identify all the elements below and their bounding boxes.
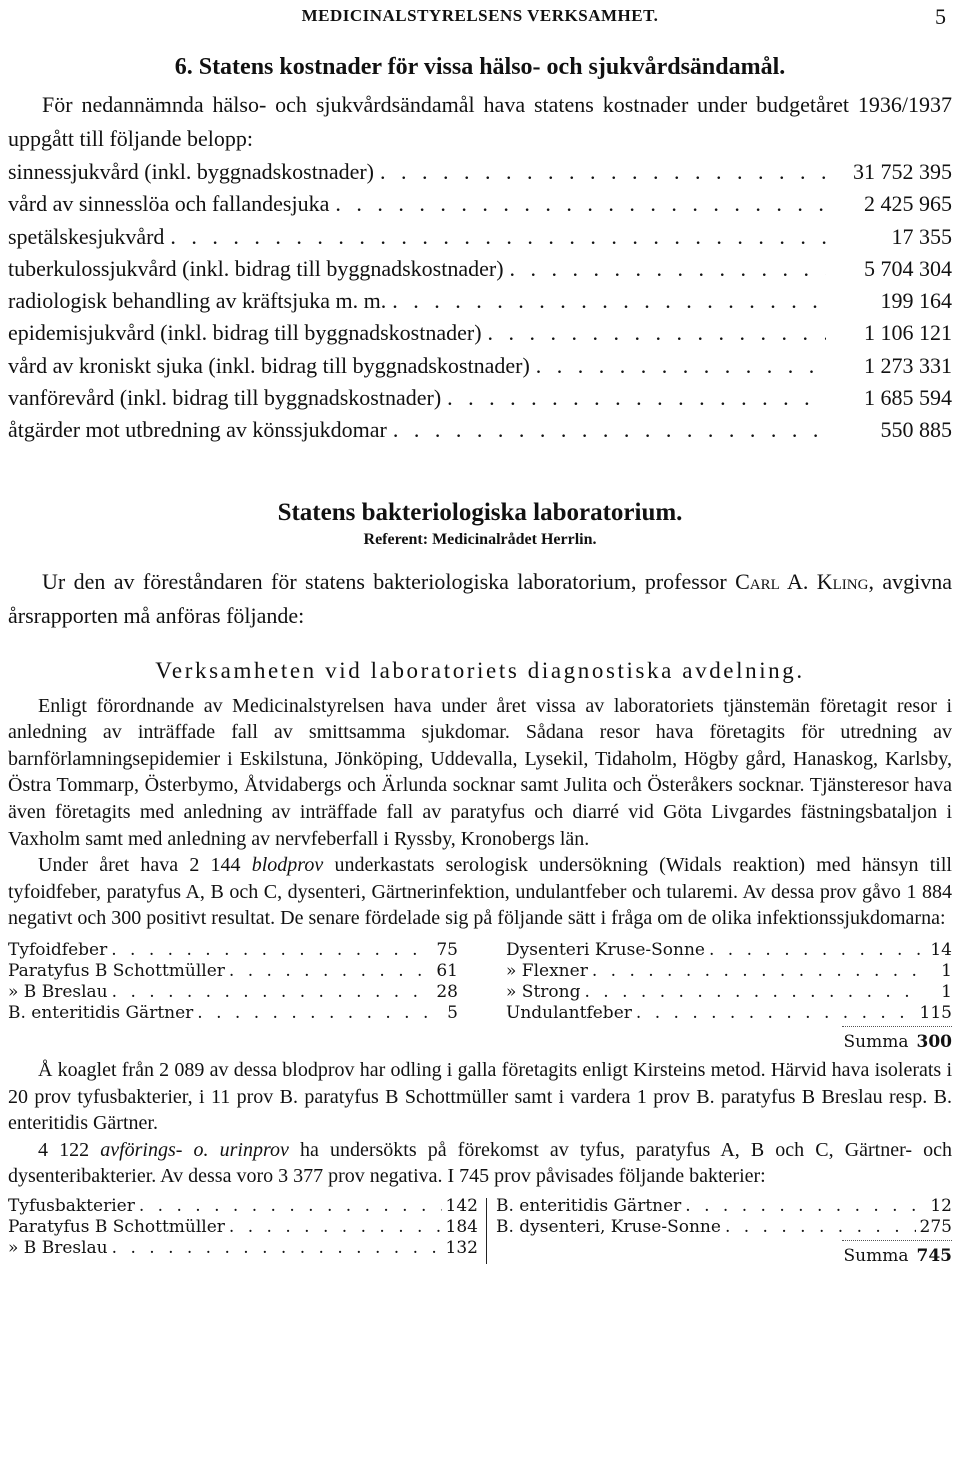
- cost-amount: 199 164: [880, 288, 952, 314]
- table-row: » B Breslau . . . 28: [8, 982, 458, 1003]
- cost-row: [8, 414, 952, 446]
- table-row: Paratyfus B Schottmüller . . . 61: [8, 961, 458, 982]
- running-title: MEDICINALSTYRELSENS VERKSAMHET.: [301, 6, 659, 25]
- table-row: Dysenteri Kruse-Sonne . . . 14: [506, 940, 952, 961]
- cost-list: [8, 156, 952, 447]
- author-last-name: Kling: [816, 568, 869, 594]
- bacteria-sum: Summa 745: [843, 1245, 952, 1266]
- table-row: Tyfusbakterier . . . 142: [8, 1196, 478, 1217]
- paragraph-stool-urine: 4 122 avförings- o. urinprov ha undersökts på förekomst av tyfus, paratyfus A, B och C, Gärtner- och dysenteribakterier. Av dessa voro 3 377 prov negativa. I 745 prov påvisades följande bakterier:: [8, 1138, 953, 1188]
- table-row: Tyfoidfeber . . . 75: [8, 940, 458, 961]
- cost-row: [8, 350, 952, 382]
- table-row: B. enteritidis Gärtner . . . 12: [496, 1196, 952, 1217]
- cost-row: [8, 317, 952, 349]
- cost-label: spetälskesjukvård: [8, 223, 165, 249]
- cost-amount: 1 273 331: [864, 352, 952, 378]
- serology-right-column: [458, 940, 952, 1027]
- lab-title: Statens bakteriologiska laboratorium.: [277, 498, 683, 526]
- paragraph-culture: Å koaglet från 2 089 av dessa blodprov har odling i galla företagits enligt Kirsteins metod. Härvid hava isolerats i 20 prov tyfusbakterier, i 11 prov B. paratyfus B Schottmüller samt i vardera 1 prov B. paratyfus B Breslau resp. B. enteritidis Gärtner.: [8, 1059, 952, 1135]
- cost-amount: 31 752 395: [853, 159, 952, 184]
- column-divider: [486, 1198, 487, 1264]
- table-row: » Flexner . . . 1: [506, 961, 952, 982]
- cost-label: sinnessjukvård (inkl. byggnadskostnader): [8, 159, 374, 184]
- cost-amount: 2 425 965: [864, 191, 952, 217]
- document-page: [8, 0, 952, 1271]
- cost-row: [8, 221, 952, 253]
- cost-label: vanförevård (inkl. bidrag till byggnadskostnader): [8, 385, 442, 411]
- bacteria-right-column: [478, 1196, 952, 1271]
- page-number: 5: [935, 4, 946, 29]
- paragraph-blood-samples: Under året hava 2 144 blodprov underkastats serologisk undersökning (Widals reaktion) med hänsyn till tyfoidfeber, paratyfus A, B och C, dysenteri, Gärtnerinfektion, undulantfeber och tularemi. Av dessa prov gåvo 1 884 negativt och 300 positivt resultat. De senare fördelade sig på följande sätt i fråga om de olika infektionssjukdomarna:: [8, 854, 952, 930]
- sum-divider: [842, 1026, 952, 1027]
- cost-row: [8, 253, 952, 285]
- serology-table: [8, 940, 952, 1027]
- cost-label: epidemisjukvård (inkl. bidrag till byggnadskostnader): [8, 320, 482, 346]
- cost-label: åtgärder mot utbredning av könssjukdomar: [8, 417, 387, 443]
- table-row: B. enteritidis Gärtner . . . 5: [8, 1003, 458, 1024]
- bacteria-left-column: [8, 1196, 478, 1271]
- cost-label: vård av sinnesslöa och fallandesjuka: [8, 191, 330, 217]
- cost-row: [8, 188, 952, 220]
- serology-sum: Summa 300: [843, 1032, 952, 1053]
- running-head: [8, 4, 952, 34]
- cost-row: [8, 382, 952, 414]
- cost-amount: 17 355: [891, 223, 952, 249]
- lab-intro: Ur den av föreståndaren för statens bakteriologiska laboratorium, professor Carl A. Kling, avgivna årsrapporten må anföras följande:: [8, 568, 952, 628]
- section-heading: 6. Statens kostnader för vissa hälso- och sjukvårdsändamål.: [174, 54, 786, 80]
- cost-label: radiologisk behandling av kräftsjuka m. m.: [8, 288, 387, 314]
- cost-label: tuberkulossjukvård (inkl. bidrag till byggnadskostnader): [8, 255, 504, 281]
- cost-amount: 1 685 594: [864, 385, 952, 411]
- cost-row: [8, 285, 952, 317]
- table-row: » Strong . . . 1: [506, 982, 952, 1003]
- cost-amount: 1 106 121: [864, 320, 952, 346]
- serology-left-column: [8, 940, 458, 1027]
- bacteria-table: [8, 1196, 952, 1271]
- table-row: B. dysenteri, Kruse-Sonne . . . 275: [496, 1217, 952, 1238]
- cost-label: vård av kroniskt sjuka (inkl. bidrag till byggnadskostnader): [8, 352, 530, 378]
- cost-row: [8, 156, 952, 188]
- paragraph-travel: Enligt förordnande av Medicinalstyrelsen hava under året vissa av laboratoriets tjänstemän företagit resor i anledning av inträffade fall av smittsamma sjukdomar. Sådana resor hava företagits för utredning av barnförlamningsepidemier i Eskilstuna, Jönköping, Uddevalla, Lysekil, Tidaholm, Högby gård, Hanaskog, Karlsby, Östra Tommarp, Österbymo, Åtvidabergs och Ärlunda socknar samt Julita och Österåkers socknar. Tjänsteresor hava även företagits med anledning av inträffade fall av paratyfus och diarré vid Göta Livgardes fästningsbataljon i Vaxholm samt med anledning av nervfeberfall i Ryssby, Kronobergs län.: [8, 694, 952, 850]
- section-intro: För nedannämnda hälso- och sjukvårdsändamål hava statens kostnader under budgetåret 1936/1937 uppgått till följande belopp:: [8, 92, 952, 151]
- table-row: Undulantfeber . . . 115: [506, 1003, 952, 1024]
- author-first-name: Carl: [735, 568, 780, 594]
- cost-amount: 550 885: [880, 417, 952, 443]
- subsection-heading: Verksamheten vid laboratoriets diagnostiska avdelning.: [155, 657, 805, 683]
- referent-line: Referent: Medicinalrådet Herrlin.: [363, 530, 597, 548]
- table-row: » B Breslau . . . 132: [8, 1238, 478, 1259]
- table-row: Paratyfus B Schottmüller . . . 184: [8, 1217, 478, 1238]
- cost-amount: 5 704 304: [864, 255, 952, 281]
